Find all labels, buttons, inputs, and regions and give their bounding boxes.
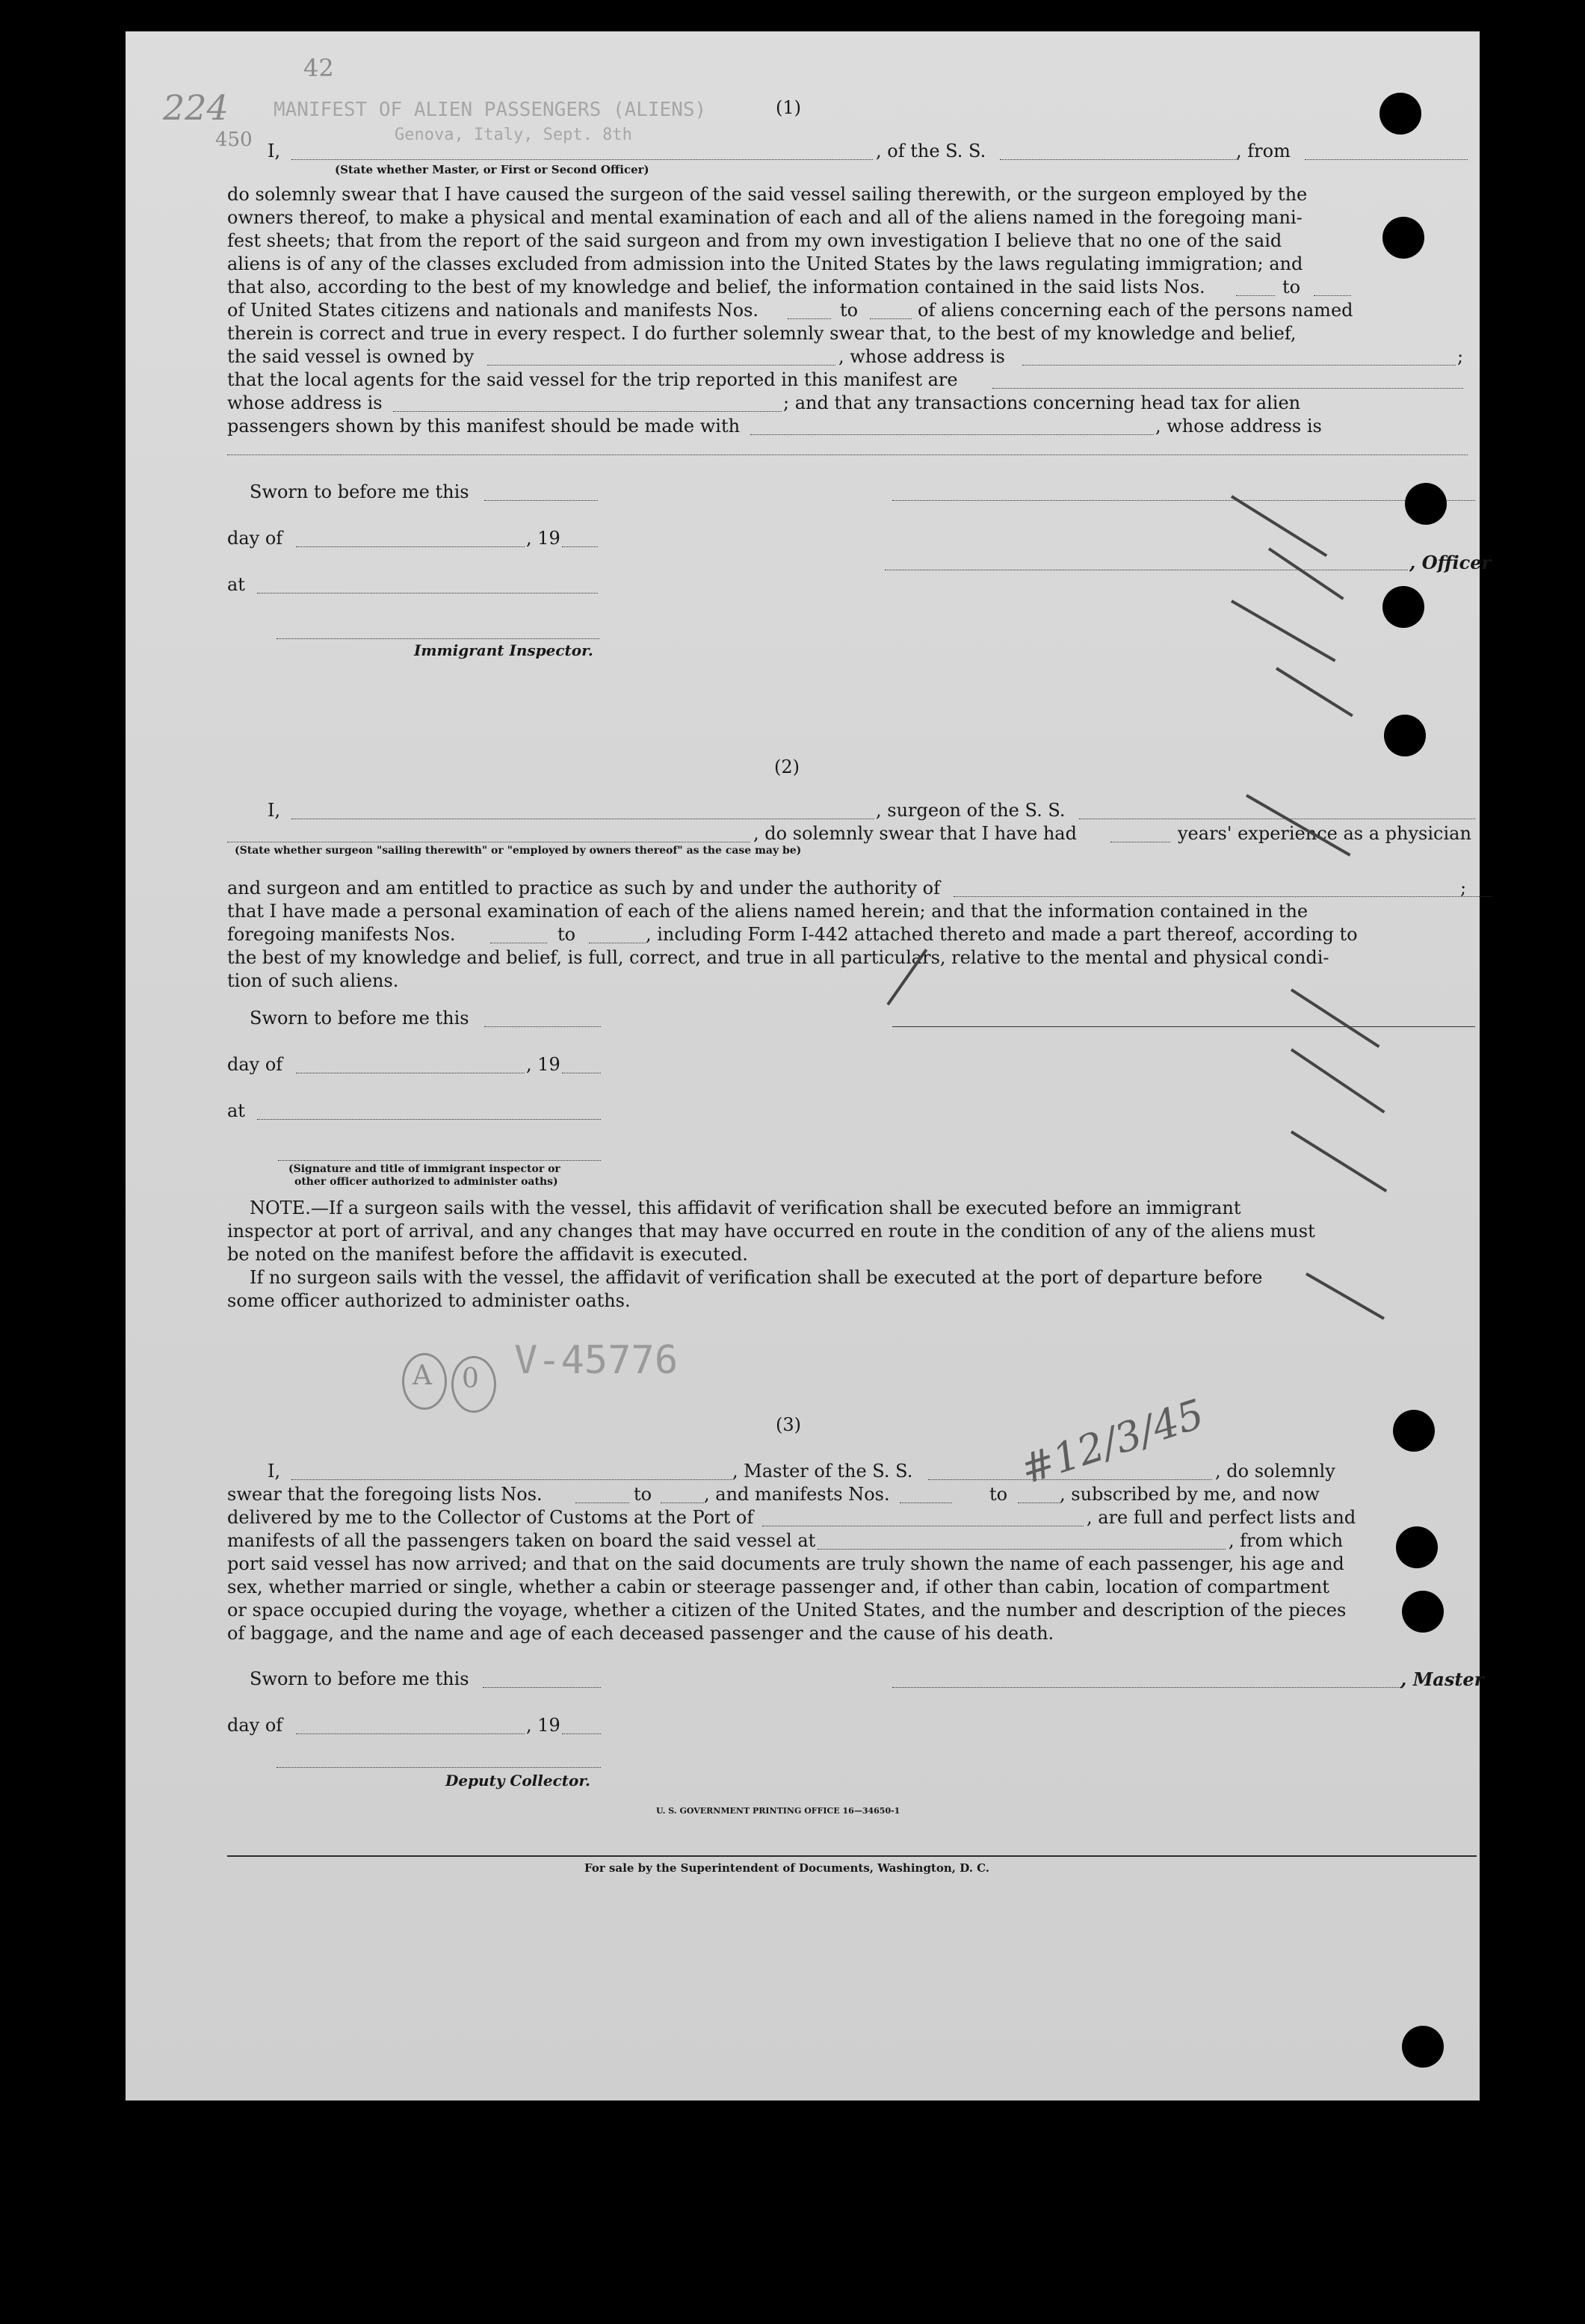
s3-master-label: , Master (1400, 1668, 1484, 1690)
s1-officer-signature-line[interactable] (892, 500, 1475, 501)
punch-hole (1405, 483, 1447, 525)
s3-l2-b: , and manifests Nos. (704, 1484, 890, 1505)
s3-manifest-from-line[interactable] (900, 1502, 952, 1503)
s1-line-5-to: to (1282, 277, 1301, 298)
s2-authority-line[interactable] (954, 896, 1492, 897)
s3-manifest-to-line[interactable] (1018, 1502, 1061, 1503)
section-1-number: (1) (776, 97, 801, 118)
punch-hole (1382, 217, 1424, 259)
punch-hole (1393, 1410, 1435, 1452)
s2-sub-caption: (State whether surgeon "sailing therewith" or "employed by owners thereof" as the case may be) (235, 845, 802, 857)
s1-from: , from (1236, 141, 1291, 161)
stamp-top-number: 42 (303, 54, 334, 82)
s1-at: at (227, 574, 245, 595)
s1-line-8b: , whose address is (838, 346, 1005, 367)
s3-day-of: day of (227, 1715, 283, 1736)
s3-sworn-line[interactable] (483, 1687, 601, 1688)
s3-l4-b: , from which (1229, 1530, 1344, 1551)
s2-signature-line[interactable] (278, 1160, 601, 1161)
s3-year-line[interactable] (562, 1733, 601, 1734)
handwritten-note: #12/3/45 (1015, 1390, 1210, 1494)
s3-do-solemnly: , do solemnly (1215, 1461, 1335, 1482)
s2-line-e: tion of such aliens. (227, 970, 399, 991)
s1-sub-caption: (State whether Master, or First or Second Officer) (335, 163, 649, 176)
footer-rule (227, 1855, 1477, 1857)
s1-line-8a: the said vessel is owned by (227, 346, 475, 367)
s2-sig-caption-2: other officer authorized to administer oaths) (294, 1176, 558, 1188)
s1-from-line[interactable] (1305, 159, 1468, 160)
section-2-number: (2) (774, 756, 800, 777)
punch-hole (1396, 1526, 1438, 1568)
s1-headtax-line[interactable] (750, 434, 1154, 435)
margin-page-number: 224 (163, 87, 229, 128)
s1-sworn: Sworn to before me this (250, 481, 469, 502)
s1-ship-line[interactable] (1000, 159, 1239, 160)
s2-note-2: inspector at port of arrival, and any changes that may have occurred en route in the condition of any of the aliens must (227, 1221, 1315, 1242)
punch-hole (1382, 586, 1424, 628)
s3-l2-to2: to (989, 1484, 1008, 1505)
s1-of-ss: , of the S. S. (876, 141, 986, 161)
s3-nineteen: , 19 (526, 1715, 560, 1736)
s3-list-to-line[interactable] (661, 1502, 704, 1503)
s1-headtax-address-line[interactable] (227, 454, 1468, 455)
punch-hole (1402, 2026, 1444, 2068)
s1-list-to-line[interactable] (1314, 295, 1351, 296)
s1-line-5: that also, according to the best of my knowledge and belief, the information contained in the said lists Nos. (227, 277, 1205, 298)
s2-note-3: be noted on the manifest before the affidavit is executed. (227, 1244, 748, 1265)
s1-owner-line[interactable] (487, 365, 835, 366)
s2-line-c1: foregoing manifests Nos. (227, 924, 456, 945)
pencil-mark (1231, 495, 1327, 557)
s2-at: at (227, 1100, 245, 1121)
punch-hole (1379, 93, 1421, 135)
ghost-header-2: Genova, Italy, Sept. 8th (395, 126, 632, 144)
section-3-number: (3) (776, 1414, 801, 1435)
s1-nineteen: , 19 (526, 528, 560, 549)
s1-line-10a: whose address is (227, 392, 383, 413)
s3-l2-to: to (634, 1484, 652, 1505)
margin-sub-number: 450 (215, 129, 253, 151)
s1-agents-line[interactable] (992, 388, 1463, 389)
s1-owner-address-line[interactable] (1022, 365, 1456, 366)
s3-l6: sex, whether married or single, whether a cabin or steerage passenger and, if other than cabin, location of compartment (227, 1576, 1329, 1597)
pencil-mark (1291, 1130, 1387, 1192)
s3-l3-b: , are full and perfect lists and (1087, 1507, 1356, 1528)
s2-nineteen: , 19 (526, 1054, 560, 1075)
s3-master-signature-line[interactable] (892, 1687, 1400, 1688)
s2-i: I, (268, 800, 281, 821)
s1-line-7: therein is correct and true in every respect. I do further solemnly swear that, to the best of my knowledge and belief, (227, 323, 1297, 344)
s2-line-a: and surgeon and am entitled to practice as such by and under the authority of (227, 878, 940, 899)
s2-line-d: the best of my knowledge and belief, is full, correct, and true in all particulars, relative to the mental and physical condi- (227, 947, 1329, 968)
s1-line-11a: passengers shown by this manifest should be made with (227, 416, 741, 437)
s1-line-4: aliens is of any of the classes excluded from admission into the United States by the laws regulating immigration; and (227, 253, 1303, 274)
for-sale-note: For sale by the Superintendent of Documents, Washington, D. C. (584, 1861, 990, 1875)
pencil-mark (1291, 988, 1380, 1048)
s1-at-line[interactable] (257, 593, 598, 594)
s3-l8: of baggage, and the name and age of each deceased passenger and the cause of his death. (227, 1623, 1054, 1644)
stamp-circle-a-text: A (413, 1360, 432, 1391)
s3-l7: or space occupied during the voyage, whether a citizen of the United States, and the number and description of the pieces (227, 1600, 1347, 1621)
s2-note-1: NOTE.—If a surgeon sails with the vessel, this affidavit of verification shall be executed before an immigrant (250, 1198, 1241, 1218)
s2-years: years' experience as a physician (1178, 823, 1471, 844)
s1-line-6b: of aliens concerning each of the persons named (918, 300, 1353, 321)
s2-note-5: some officer authorized to administer oaths. (227, 1290, 631, 1311)
s1-line-3: fest sheets; that from the report of the said surgeon and from my own investigation I believe that no one of the said (227, 230, 1282, 251)
s1-line-1: do solemnly swear that I have caused the surgeon of the said vessel sailing therewith, or the surgeon employed by the (227, 184, 1308, 205)
s2-note-4: If no surgeon sails with the vessel, the affidavit of verification shall be executed at the port of departure before (250, 1267, 1263, 1288)
s1-line-6-to: to (840, 300, 859, 321)
s2-at-line[interactable] (257, 1119, 601, 1120)
s3-list-from-line[interactable] (575, 1502, 629, 1503)
punch-hole (1402, 1591, 1444, 1633)
manifest-page (126, 31, 1492, 2100)
s1-day-line[interactable] (296, 546, 525, 547)
stamp-number: V-45776 (514, 1338, 679, 1383)
s3-l4-a: manifests of all the passengers taken on board the said vessel at (227, 1530, 816, 1551)
s3-l2-c: , subscribed by me, and now (1060, 1484, 1320, 1505)
pencil-mark (1291, 1048, 1385, 1113)
s2-semicolon: ; (1460, 878, 1467, 899)
s1-sworn-line[interactable] (484, 500, 598, 501)
s3-l2-a: swear that the foregoing lists Nos. (227, 1484, 543, 1505)
s2-line-b: that I have made a personal examination of each of the aliens named herein; and that the information contained in the (227, 901, 1309, 922)
pencil-mark (1268, 547, 1344, 600)
s3-l3-a: delivered by me to the Collector of Customs at the Port of (227, 1507, 754, 1528)
s3-deputy-label: Deputy Collector. (445, 1772, 591, 1790)
s3-l5: port said vessel has now arrived; and that on the said documents are truly shown the name of each passenger, his age and (227, 1553, 1344, 1574)
pencil-mark (1306, 1272, 1385, 1319)
s3-day-line[interactable] (296, 1733, 525, 1734)
s2-surgeon-of: , surgeon of the S. S. (876, 800, 1066, 821)
s3-sworn: Sworn to before me this (250, 1668, 469, 1689)
s1-agents-address-line[interactable] (393, 411, 782, 412)
s1-day-of: day of (227, 528, 283, 549)
gpo-imprint: U. S. GOVERNMENT PRINTING OFFICE 16—34650-1 (656, 1806, 900, 1816)
s2-sworn-line[interactable] (484, 1026, 601, 1027)
s2-day-of: day of (227, 1054, 283, 1075)
s2-line-c2: to (557, 924, 576, 945)
s1-inspector-label: Immigrant Inspector. (414, 641, 593, 659)
s3-deputy-line[interactable] (276, 1767, 601, 1768)
s3-i: I, (268, 1461, 281, 1482)
s1-name-line[interactable] (291, 159, 873, 160)
stamp-circle-b-text: 0 (462, 1363, 479, 1394)
s3-master-of: , Master of the S. S. (732, 1461, 913, 1482)
s1-semicolon: ; (1457, 346, 1464, 367)
s1-inspector-line[interactable] (276, 638, 599, 639)
s1-i: I, (268, 141, 281, 161)
s2-sworn: Sworn to before me this (250, 1008, 469, 1029)
s1-line-11b: , whose address is (1155, 416, 1322, 437)
s3-name-line[interactable] (291, 1479, 732, 1480)
s2-line-c3: , including Form I-442 attached thereto and made a part thereof, according to (646, 924, 1358, 945)
s1-list-from-line[interactable] (1236, 295, 1275, 296)
pencil-mark (1231, 600, 1336, 662)
ghost-header-1: MANIFEST OF ALIEN PASSENGERS (ALIENS) (274, 99, 707, 121)
s1-officer-label: , Officer (1409, 552, 1492, 573)
s1-manifest-to-line[interactable] (870, 318, 912, 319)
s2-sig-caption-1: (Signature and title of immigrant inspector or (288, 1163, 560, 1175)
punch-hole (1384, 715, 1426, 756)
s1-manifest-from-line[interactable] (788, 318, 831, 319)
s1-line-6a: of United States citizens and nationals and manifests Nos. (227, 300, 759, 321)
s1-year-line[interactable] (562, 546, 598, 547)
s1-line-9: that the local agents for the said vessel for the trip reported in this manifest are (227, 369, 958, 390)
s2-surgeon-signature-line[interactable] (892, 1026, 1475, 1027)
s2-swear: , do solemnly swear that I have had (753, 823, 1077, 844)
pencil-mark (1276, 667, 1353, 717)
s3-embark-line[interactable] (818, 1549, 1226, 1550)
s1-line-10b: ; and that any transactions concerning head tax for alien (783, 392, 1301, 413)
s1-line-2: owners thereof, to make a physical and mental examination of each and all of the aliens named in the foregoing mani- (227, 207, 1303, 228)
